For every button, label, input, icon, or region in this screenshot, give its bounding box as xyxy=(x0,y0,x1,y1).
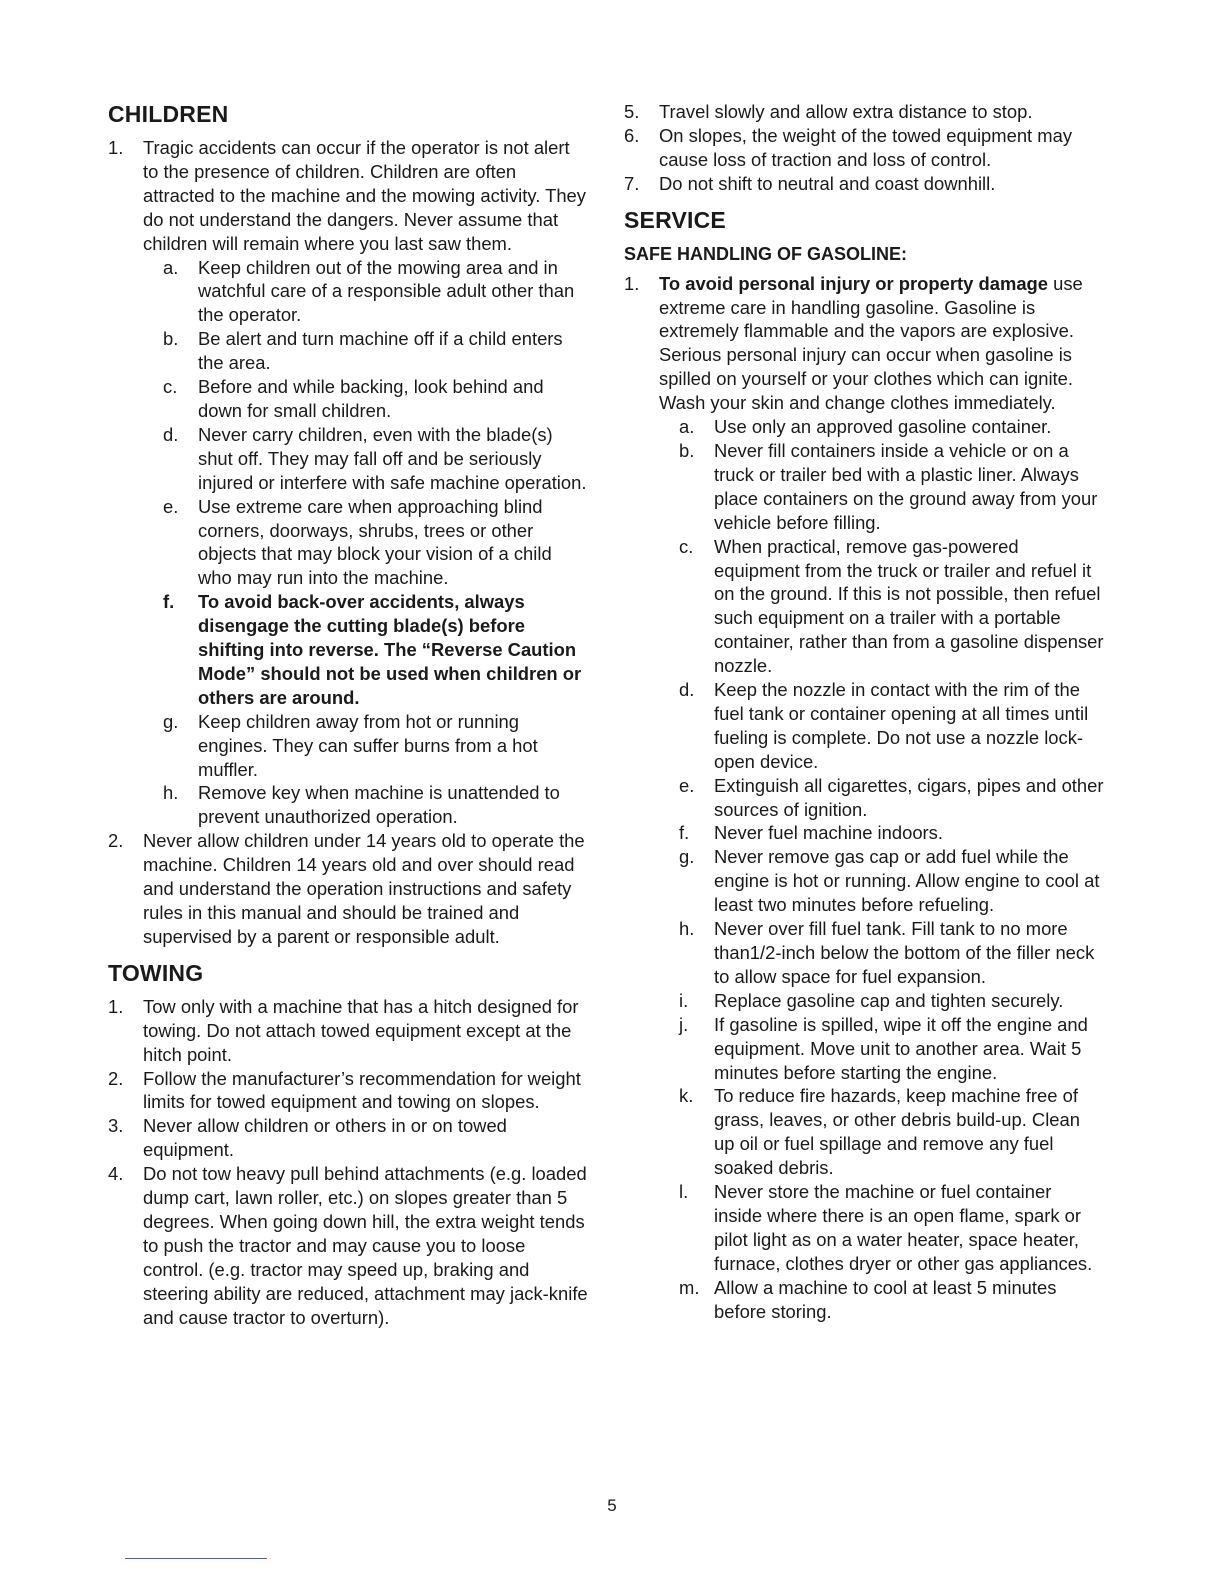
service-sub-e xyxy=(624,774,1104,822)
item-number: 5. xyxy=(624,101,640,122)
sub-text: Keep children out of the mowing area and in watchful care of a responsible adult other than the operator. xyxy=(198,256,575,326)
sub-text: To avoid back-over accidents, always disengage the cutting blade(s) before shifting into reverse. The “Reverse Caution Mode” should not be used when children or others are around. xyxy=(198,591,582,708)
sub-letter: g. xyxy=(679,846,695,868)
item-number: 1. xyxy=(108,995,124,1017)
sub-text: Never store the machine or fuel container inside where there is an open flame, spark or pilot light as on a water heater, space heater, furnace, clothes dryer or other gas appliances. xyxy=(714,1181,1093,1274)
sub-text: Never fill containers inside a vehicle or on a truck or trailer bed with a plastic liner. Always place containers on the ground away from your vehicle before filling. xyxy=(714,439,1098,533)
page-number: 5 xyxy=(607,1496,617,1515)
item-number: 3. xyxy=(108,1115,124,1137)
children-sub-g xyxy=(108,710,588,782)
sub-letter: d. xyxy=(679,679,695,701)
item-number: 6. xyxy=(624,124,640,146)
children-sub-b xyxy=(108,327,588,375)
item-number: 1. xyxy=(108,137,124,158)
sub-text: Remove key when machine is unattended to prevent unauthorized operation. xyxy=(198,782,560,828)
item-text: Tow only with a machine that has a hitch designed for towing. Do not attach towed equipment except at the hitch point. xyxy=(143,995,579,1065)
children-sub-e xyxy=(108,495,588,591)
service-sub-k xyxy=(624,1084,1104,1180)
towing-item-7 xyxy=(624,172,1104,196)
service-sub-h xyxy=(624,917,1104,989)
sub-text: When practical, remove gas-powered equipment from the truck or trailer and refuel it on the ground. If this is not possible, then refuel such equipment on a trailer with a portable container, rather than from a gasoline dispenser nozzle. xyxy=(714,535,1104,677)
sub-letter: g. xyxy=(163,710,179,732)
sub-letter: l. xyxy=(679,1181,689,1203)
service-sub-a xyxy=(624,415,1104,439)
children-sub-d xyxy=(108,423,588,495)
sub-letter: f. xyxy=(679,822,690,844)
sub-letter: d. xyxy=(163,423,179,445)
children-item-1 xyxy=(108,136,588,256)
gasoline-subheading: SAFE HANDLING OF GASOLINE: xyxy=(624,243,907,264)
sub-letter: c. xyxy=(679,535,694,557)
towing-item-3 xyxy=(108,1114,588,1162)
item-number: 2. xyxy=(108,830,124,852)
sub-letter: e. xyxy=(163,495,179,517)
sub-text: Keep the nozzle in contact with the rim of the fuel tank or container opening at all times until fueling is complete. Do not use a nozzle lock-open device. xyxy=(714,679,1089,772)
children-sub-h xyxy=(108,781,588,829)
sub-letter: h. xyxy=(163,782,179,804)
towing-item-2 xyxy=(108,1067,588,1115)
sub-text: Never carry children, even with the blade(s) shut off. They may fall off and be seriously injured or interfere with safe machine operation. xyxy=(198,423,587,493)
sub-text: Before and while backing, look behind and down for small children. xyxy=(198,376,544,421)
service-heading: SERVICE xyxy=(624,206,726,233)
item-number: 4. xyxy=(108,1163,124,1185)
sub-text: Replace gasoline cap and tighten securely. xyxy=(714,989,1064,1011)
service-sub-f xyxy=(624,821,1104,845)
towing-item-6 xyxy=(624,124,1104,172)
service-sub-b xyxy=(624,439,1104,535)
sub-text: Use only an approved gasoline container. xyxy=(714,416,1052,438)
sub-letter: m. xyxy=(679,1276,700,1298)
service-sub-g xyxy=(624,845,1104,917)
item-text: Travel slowly and allow extra distance to stop. xyxy=(659,101,1033,122)
sub-letter: f. xyxy=(163,591,175,613)
service-sub-j xyxy=(624,1013,1104,1085)
item-text: Do not shift to neutral and coast downhill. xyxy=(659,172,996,194)
sub-letter: a. xyxy=(163,256,179,278)
sub-text: Never remove gas cap or add fuel while the engine is hot or running. Allow engine to cool at least two minutes before refueling. xyxy=(714,846,1100,916)
service-sub-m xyxy=(624,1276,1104,1324)
item-number: 1. xyxy=(624,272,640,294)
towing-item-1 xyxy=(108,995,588,1067)
footer-rule xyxy=(125,1558,267,1559)
sub-text: Never fuel machine indoors. xyxy=(714,822,943,844)
item-number: 7. xyxy=(624,172,640,194)
sub-letter: c. xyxy=(163,376,178,398)
service-item-1 xyxy=(624,272,1104,415)
children-sub-f-warning xyxy=(108,590,588,710)
item-text: Never allow children under 14 years old to operate the machine. Children 14 years old and over should read and understand the operation instructions and safety rules in this manual and should be trained and supervised by a parent or responsible adult. xyxy=(143,830,585,947)
children-heading: CHILDREN xyxy=(108,101,229,127)
towing-item-4 xyxy=(108,1162,588,1329)
right-column xyxy=(624,100,1104,1324)
service-sub-c xyxy=(624,535,1104,678)
item-text: Tragic accidents can occur if the operator is not alert to the presence of children. Children are often attracted to the machine and the mowing activity. They do not understand the dangers. Never assume that children will remain where you last saw them. xyxy=(143,137,586,254)
sub-text: If gasoline is spilled, wipe it off the engine and equipment. Move unit to another area. Wait 5 minutes before starting the engine. xyxy=(714,1013,1088,1083)
service-sub-i xyxy=(624,989,1104,1013)
item-text: Do not tow heavy pull behind attachments (e.g. loaded dump cart, lawn roller, etc.) on slopes greater than 5 degrees. When going down hill, the extra weight tends to push the tractor and may cause you to loose control. (e.g. tractor may speed up, braking and steering ability are reduced, attachment may jack-knife and cause tractor to overturn). xyxy=(143,1163,588,1328)
service-sub-l xyxy=(624,1180,1104,1276)
item-lead-warning: To avoid personal injury or property damage xyxy=(659,272,1049,294)
towing-item-5 xyxy=(624,100,1104,124)
sub-letter: k. xyxy=(679,1085,694,1107)
sub-letter: e. xyxy=(679,774,695,796)
sub-text: Never over fill fuel tank. Fill tank to no more than1/2-inch below the bottom of the filler neck to allow space for fuel expansion. xyxy=(714,918,1095,987)
sub-text: Be alert and turn machine off if a child enters the area. xyxy=(198,328,563,374)
item-number: 2. xyxy=(108,1067,124,1089)
sub-letter: j. xyxy=(679,1013,689,1035)
sub-letter: a. xyxy=(679,416,695,438)
sub-text: To reduce fire hazards, keep machine free of grass, leaves, or other debris build-up. Clean up oil or fuel spillage and remove any fuel soaked debris. xyxy=(714,1085,1080,1179)
left-column xyxy=(108,100,588,1330)
children-sub-a xyxy=(108,256,588,328)
item-text: Follow the manufacturer’s recommendation for weight limits for towed equipment and towing on slopes. xyxy=(143,1067,581,1113)
children-item-2 xyxy=(108,829,588,949)
towing-heading: TOWING xyxy=(108,959,204,986)
item-text: Never allow children or others in or on towed equipment. xyxy=(143,1115,507,1161)
sub-letter: i. xyxy=(679,989,689,1011)
sub-text: Allow a machine to cool at least 5 minutes before storing. xyxy=(714,1276,1057,1322)
children-sub-c xyxy=(108,375,588,423)
sub-letter: b. xyxy=(679,439,695,461)
sub-text: Use extreme care when approaching blind corners, doorways, shrubs, trees or other objects that may block your vision of a child who may run into the machine. xyxy=(198,495,552,589)
sub-text: Extinguish all cigarettes, cigars, pipes and other sources of ignition. xyxy=(714,774,1104,820)
item-text: On slopes, the weight of the towed equipment may cause loss of traction and loss of control. xyxy=(659,124,1073,170)
sub-letter: h. xyxy=(679,918,695,940)
service-sub-d xyxy=(624,678,1104,774)
item-text: use extreme care in handling gasoline. Gasoline is extremely flammable and the vapors are explosive. Serious personal injury can occur when gasoline is spilled on yourself or your clothes which can ignite. Wash your skin and change clothes immediately. xyxy=(659,272,1083,414)
sub-text: Keep children away from hot or running engines. They can suffer burns from a hot muffler. xyxy=(198,710,538,780)
sub-letter: b. xyxy=(163,328,179,350)
